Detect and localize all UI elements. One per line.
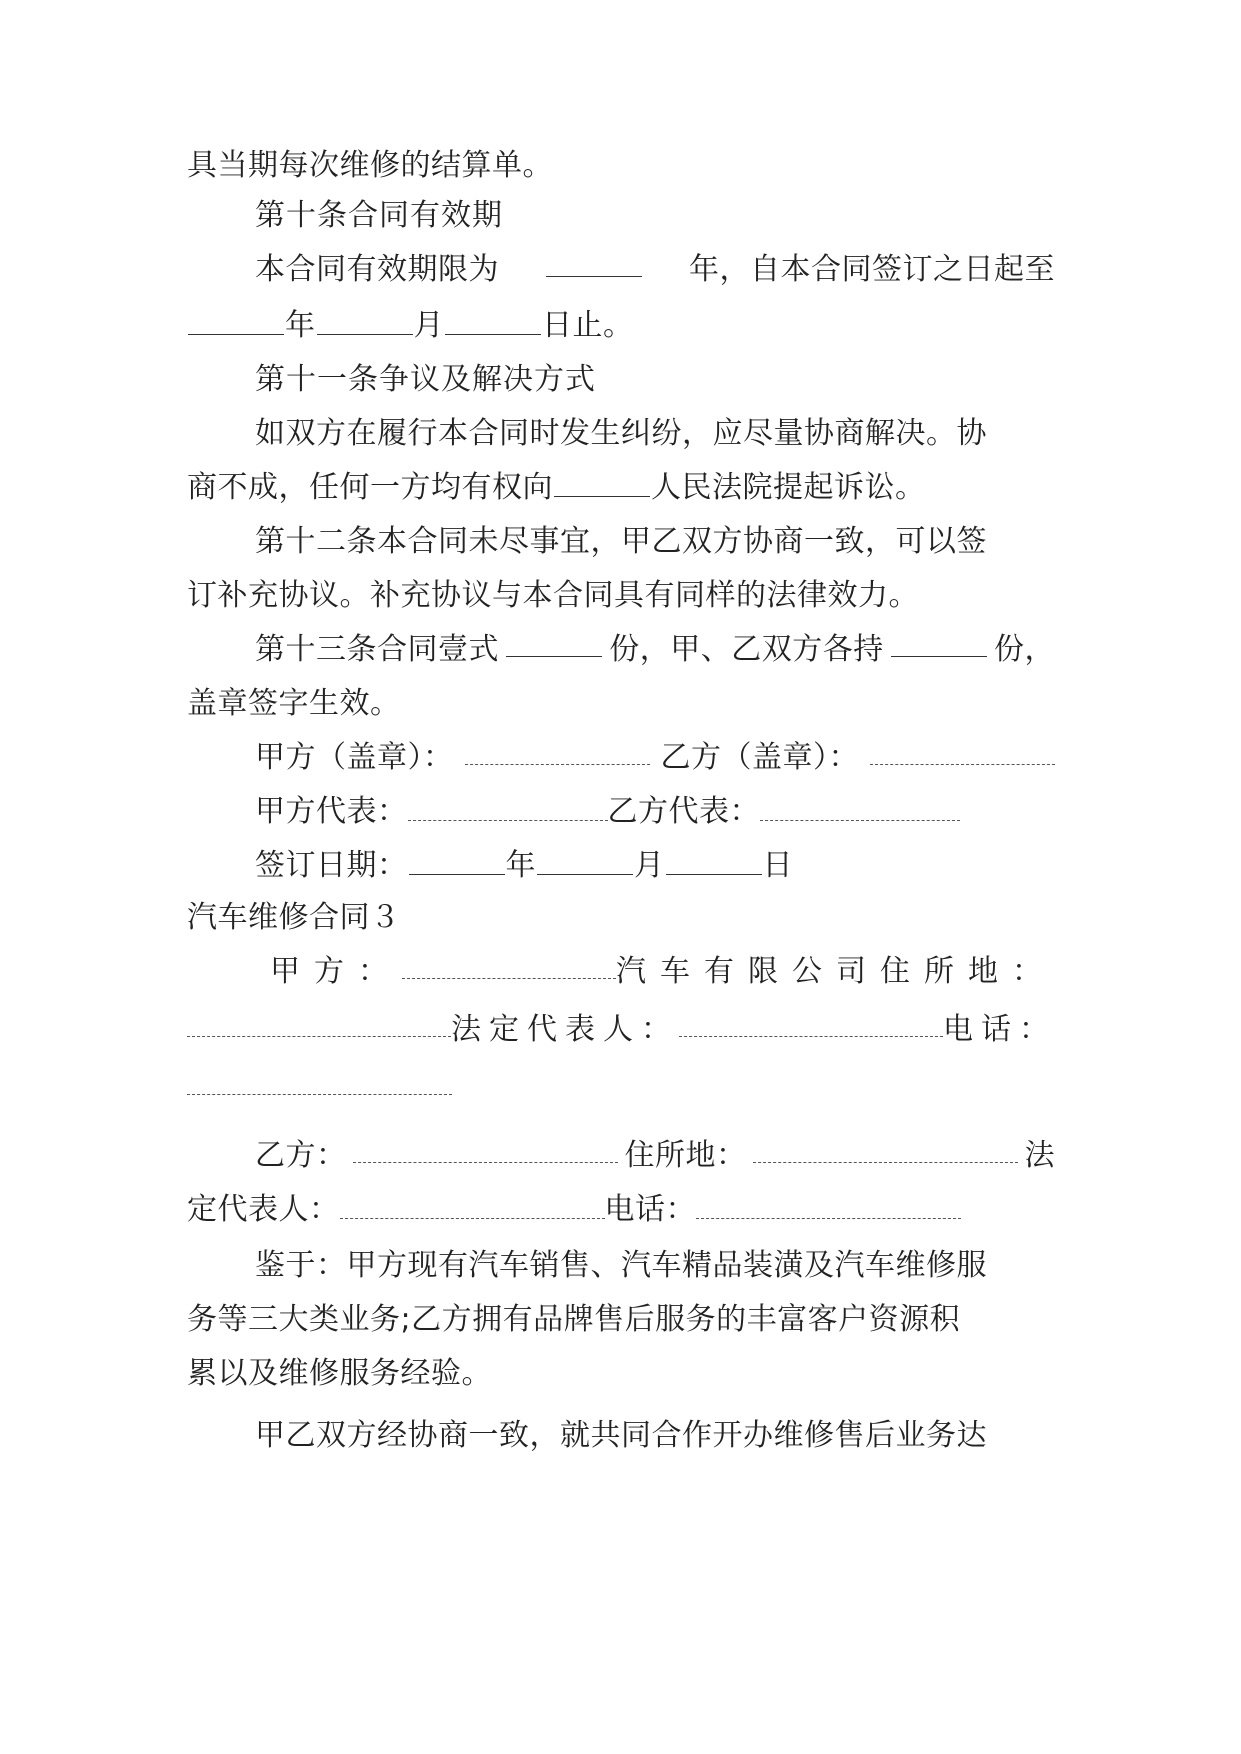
text-segment: 份，: [994, 632, 1055, 667]
text-line: [187, 1190, 1057, 1230]
text-segment: 第十三条合同壹式: [255, 632, 499, 667]
fill-blank: [537, 848, 633, 875]
text-line: [187, 1066, 1057, 1106]
text-segment: 人民法院提起诉讼。: [651, 470, 926, 505]
text-segment: 商不成，任何一方均有权向: [187, 470, 553, 505]
text-line: [187, 1354, 1057, 1394]
address-label: 住所地：: [624, 1138, 747, 1173]
fill-blank: [666, 848, 762, 875]
text-line: [187, 306, 1057, 346]
fill-blank: [445, 308, 541, 335]
article-heading: [255, 196, 1055, 236]
paragraph-text: 如双方在履行本合同时发生纠纷，应尽量协商解决。协: [255, 416, 987, 451]
fill-blank: [554, 470, 650, 497]
text-segment: 日: [762, 848, 793, 883]
signature-blank: [870, 738, 1055, 765]
signature-blank: [408, 794, 608, 821]
signing-date-label: 签订日期：: [255, 848, 408, 883]
text-line: [255, 250, 1055, 290]
phone-label: 电话：: [943, 1012, 1057, 1047]
text-segment: 汽车有限公司住所地：: [616, 954, 1056, 989]
fill-blank: [188, 308, 284, 335]
text-segment: 日止。: [542, 308, 634, 343]
fill-blank: [187, 1010, 451, 1037]
text-segment: 年: [505, 848, 536, 883]
signature-blank: [760, 794, 960, 821]
fill-blank: [679, 1010, 943, 1037]
fill-blank: [340, 1192, 605, 1219]
text-line: [187, 1010, 1057, 1050]
article-heading: [255, 360, 1055, 400]
heading-text: 第十条合同有效期: [255, 198, 503, 233]
text-line: [187, 684, 1057, 724]
fill-blank: [317, 308, 413, 335]
text-segment: 月: [634, 848, 665, 883]
text-line: [255, 630, 1055, 670]
text-line: [255, 522, 1055, 562]
text-segment: 年，自本合同签订之日起至: [689, 252, 1055, 287]
party-b-label: 乙方：: [255, 1138, 347, 1173]
signature-blank: [465, 738, 650, 765]
fill-blank: [506, 630, 602, 657]
paragraph-text: 务等三大类业务;乙方拥有品牌售后服务的丰富客户资源积: [187, 1302, 961, 1337]
fill-blank: [891, 630, 987, 657]
legal-rep-label: 法定代表人：: [451, 1012, 679, 1047]
paragraph-text: 订补充协议。补充协议与本合同具有同样的法律效力。: [187, 578, 919, 613]
contract-title-text: 汽车维修合同３: [187, 900, 401, 935]
contract-title: [187, 898, 1057, 938]
text-segment: 法: [1024, 1138, 1055, 1173]
paragraph-text: 累以及维修服务经验。: [187, 1356, 492, 1391]
party-a-label: 甲方：: [270, 954, 402, 989]
paragraph-text: 第十二条本合同未尽事宜，甲乙双方协商一致，可以签: [255, 524, 987, 559]
fill-blank: [402, 952, 616, 979]
fill-blank: [546, 250, 642, 277]
text-line: [255, 1246, 1055, 1286]
party-b-rep-label: 乙方代表：: [607, 794, 760, 829]
text-segment: 月: [413, 308, 444, 343]
paragraph-text: 盖章签字生效。: [187, 686, 401, 721]
signature-line: [255, 738, 1055, 778]
fill-blank: [753, 1136, 1018, 1163]
paragraph-text: 具当期每次维修的结算单。: [187, 148, 553, 183]
heading-text: 第十一条争议及解决方式: [255, 362, 596, 397]
paragraph-text: 鉴于：甲方现有汽车销售、汽车精品装潢及汽车维修服: [255, 1248, 987, 1283]
signing-date-line: [255, 846, 1055, 886]
legal-rep-label: 定代表人：: [187, 1192, 340, 1227]
text-line: [187, 468, 1057, 508]
paragraph-text: 甲乙双方经协商一致，就共同合作开办维修售后业务达: [255, 1418, 987, 1453]
text-segment: 份，甲、乙双方各持: [609, 632, 884, 667]
text-line: [187, 576, 1057, 616]
text-line: [255, 1416, 1055, 1456]
signature-line: [255, 792, 1055, 832]
text-line: [187, 146, 1057, 186]
fill-blank: [696, 1192, 961, 1219]
text-line: [255, 414, 1055, 454]
phone-label: 电话：: [604, 1192, 696, 1227]
text-segment: 本合同有效期限为: [255, 252, 499, 287]
fill-blank: [187, 1068, 452, 1095]
text-segment: 年: [285, 308, 316, 343]
text-line: [187, 1300, 1057, 1340]
party-b-seal-label: 乙方（盖章）：: [660, 740, 859, 775]
fill-blank: [409, 848, 505, 875]
party-a-rep-label: 甲方代表：: [255, 794, 408, 829]
text-line: [255, 1136, 1055, 1176]
text-line: [270, 952, 1056, 992]
party-a-seal-label: 甲方（盖章）：: [255, 740, 454, 775]
fill-blank: [353, 1136, 618, 1163]
